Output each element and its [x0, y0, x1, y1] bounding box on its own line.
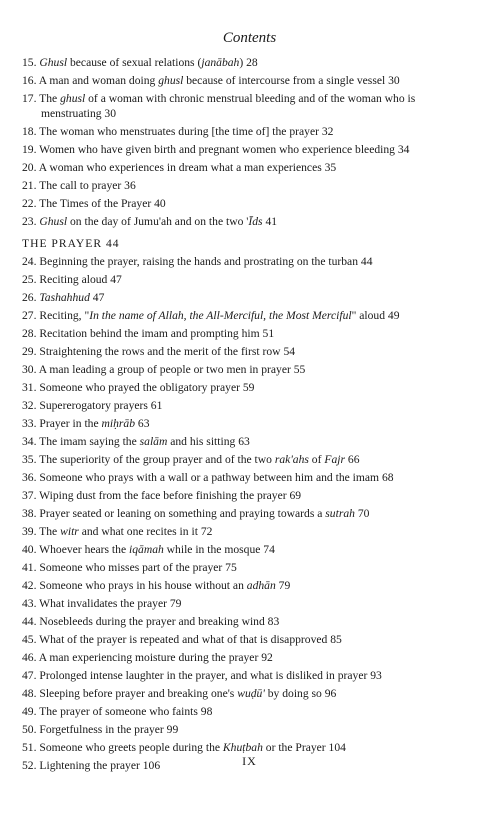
entry-text: of: [308, 453, 325, 466]
toc-entry: [22, 506, 482, 521]
toc-entry: [22, 73, 482, 88]
entry-text: 70: [354, 507, 370, 520]
entry-text: 44. Nosebleeds during the prayer and breaking wind 83: [22, 615, 280, 628]
entry-text: 45. What of the prayer is repeated and what of that is disapproved 85: [22, 633, 342, 646]
italic-term: ghusl: [60, 92, 86, 105]
toc-entry: [22, 142, 482, 157]
entry-text: 49. The prayer of someone who faints 98: [22, 705, 213, 718]
entry-text: 21. The call to prayer 36: [22, 179, 136, 192]
toc-entry: [22, 124, 482, 139]
entry-text: 66: [345, 453, 360, 466]
entry-text: 25. Reciting aloud 47: [22, 273, 122, 286]
entry-text: 46. A man experiencing moisture during the prayer 92: [22, 651, 273, 664]
entry-text: 18. The woman who menstruates during [the time of] the prayer 32: [22, 125, 334, 138]
entry-text: 23.: [22, 215, 40, 228]
entry-text: 37. Wiping dust from the face before finishing the prayer 69: [22, 489, 302, 502]
entry-text: menstruating 30: [41, 107, 117, 120]
italic-term: witr: [60, 525, 79, 538]
entry-text: while in the mosque 74: [163, 543, 275, 556]
toc-entry: [22, 470, 482, 485]
entry-text: 50. Forgetfulness in the prayer 99: [22, 723, 179, 736]
entry-text: on the day of Jumu'ah and on the two ': [67, 215, 249, 228]
toc-entry: [22, 91, 482, 121]
toc-entry: [22, 434, 482, 449]
toc-entry: [22, 344, 482, 359]
toc-entry: [22, 160, 482, 175]
entry-text: 29. Straightening the rows and the merit of the first row 54: [22, 345, 296, 358]
entry-text: because of sexual relations (: [67, 56, 202, 69]
italic-term: Ghusl: [39, 215, 68, 228]
italic-term: janābah: [201, 56, 240, 69]
toc-entry: [22, 254, 482, 269]
italic-term: salām: [139, 435, 168, 448]
entry-text: 38. Prayer seated or leaning on something and praying towards a: [22, 507, 326, 520]
italic-term: rak'ahs: [274, 453, 309, 466]
toc-entry: [22, 560, 482, 575]
entry-text: 34. The imam saying the: [22, 435, 140, 448]
italic-term: ghusl: [158, 74, 184, 87]
toc-entry: [22, 488, 482, 503]
toc-entry: [22, 416, 482, 431]
toc-entry: [22, 398, 482, 413]
italic-term: Fajr: [324, 453, 345, 466]
entry-text: 31. Someone who prayed the obligatory prayer 59: [22, 381, 255, 394]
entry-text: or the Prayer 104: [262, 741, 346, 754]
entry-text: 40. Whoever hears the: [22, 543, 129, 556]
entry-text: and his sitting 63: [167, 435, 250, 448]
entry-text: 48. Sleeping before prayer and breaking one's: [22, 687, 238, 700]
toc-entry: [22, 740, 482, 755]
toc-entry: [22, 380, 482, 395]
entry-text: because of intercourse from a single vessel 30: [183, 74, 400, 87]
italic-term: iqāmah: [129, 543, 164, 556]
entry-text: 63: [135, 417, 150, 430]
entry-text: 42. Someone who prays in his house without an: [22, 579, 247, 592]
toc-entry: [22, 452, 482, 467]
entry-text: 22. The Times of the Prayer 40: [22, 197, 166, 210]
entry-text: 26.: [22, 291, 40, 304]
italic-term: sutrah: [325, 507, 355, 520]
entry-text: 79: [275, 579, 291, 592]
entry-text: 27. Reciting, ": [22, 309, 90, 322]
toc-entry: [22, 650, 482, 665]
entry-text: 41. Someone who misses part of the prayer 75: [22, 561, 237, 574]
toc-entry: [22, 524, 482, 539]
page-number: IX: [242, 754, 257, 768]
entry-text: 47: [89, 291, 105, 304]
italic-term: Īds: [248, 215, 263, 228]
toc-entry: [22, 178, 482, 193]
italic-term: Khuṭbah: [222, 741, 263, 754]
toc-entry: [22, 668, 482, 683]
italic-term: miḥrāb: [101, 417, 136, 430]
italic-term: wuḍū': [237, 687, 265, 700]
toc-entry: [22, 326, 482, 341]
entry-text: 32. Supererogatory prayers 61: [22, 399, 163, 412]
toc-entry: [22, 578, 482, 593]
entry-text: 17. The: [22, 92, 61, 105]
entry-text: 51. Someone who greets people during the: [22, 741, 223, 754]
entry-text: by doing so 96: [264, 687, 337, 700]
contents-list-purification: [22, 55, 482, 232]
entry-text: 52. Lightening the prayer 106: [22, 759, 161, 772]
toc-entry: [22, 362, 482, 377]
toc-entry-continuation: [22, 106, 482, 121]
entry-text: ) 28: [239, 56, 258, 69]
entry-text: 16. A man and woman doing: [22, 74, 159, 87]
entry-text: 28. Recitation behind the imam and prompting him 51: [22, 327, 275, 340]
toc-entry: [22, 614, 482, 629]
toc-entry: [22, 686, 482, 701]
entry-text: 47. Prolonged intense laughter in the prayer, and what is disliked in prayer 93: [22, 669, 382, 682]
toc-entry: [22, 596, 482, 611]
toc-entry: [22, 214, 482, 229]
toc-entry: [22, 704, 482, 719]
entry-text: " aloud 49: [351, 309, 400, 322]
toc-entry: [22, 290, 482, 305]
entry-text: of a woman with chronic menstrual bleeding and of the woman who is: [85, 92, 416, 105]
entry-text: 41: [262, 215, 278, 228]
entry-text: 20. A woman who experiences in dream what a man experiences 35: [22, 161, 337, 174]
toc-entry: [22, 308, 482, 323]
entry-text: 19. Women who have given birth and pregnant women who experience bleeding 34: [22, 143, 410, 156]
page-title: Contents: [222, 30, 277, 46]
section-heading: THE PRAYER 44: [22, 237, 120, 250]
toc-entry: [22, 55, 482, 70]
toc-entry: [22, 632, 482, 647]
italic-term: In the name of Allah, the All-Merciful, the Most Merciful: [89, 309, 352, 322]
contents-list-prayer: [22, 254, 482, 776]
toc-entry: [22, 542, 482, 557]
entry-text: 15.: [22, 56, 40, 69]
toc-entry: [22, 722, 482, 737]
entry-text: 43. What invalidates the prayer 79: [22, 597, 182, 610]
entry-text: 39. The: [22, 525, 61, 538]
italic-term: adhān: [246, 579, 276, 592]
toc-entry: [22, 272, 482, 287]
entry-text: 30. A man leading a group of people or two men in prayer 55: [22, 363, 306, 376]
italic-term: Ghusl: [39, 56, 68, 69]
entry-text: 35. The superiority of the group prayer and of the two: [22, 453, 275, 466]
italic-term: Tashahhud: [39, 291, 90, 304]
toc-entry: [22, 196, 482, 211]
entry-text: 36. Someone who prays with a wall or a pathway between him and the imam 68: [22, 471, 394, 484]
entry-text: 33. Prayer in the: [22, 417, 102, 430]
entry-text: and what one recites in it 72: [78, 525, 213, 538]
entry-text: 24. Beginning the prayer, raising the hands and prostrating on the turban 44: [22, 255, 373, 268]
